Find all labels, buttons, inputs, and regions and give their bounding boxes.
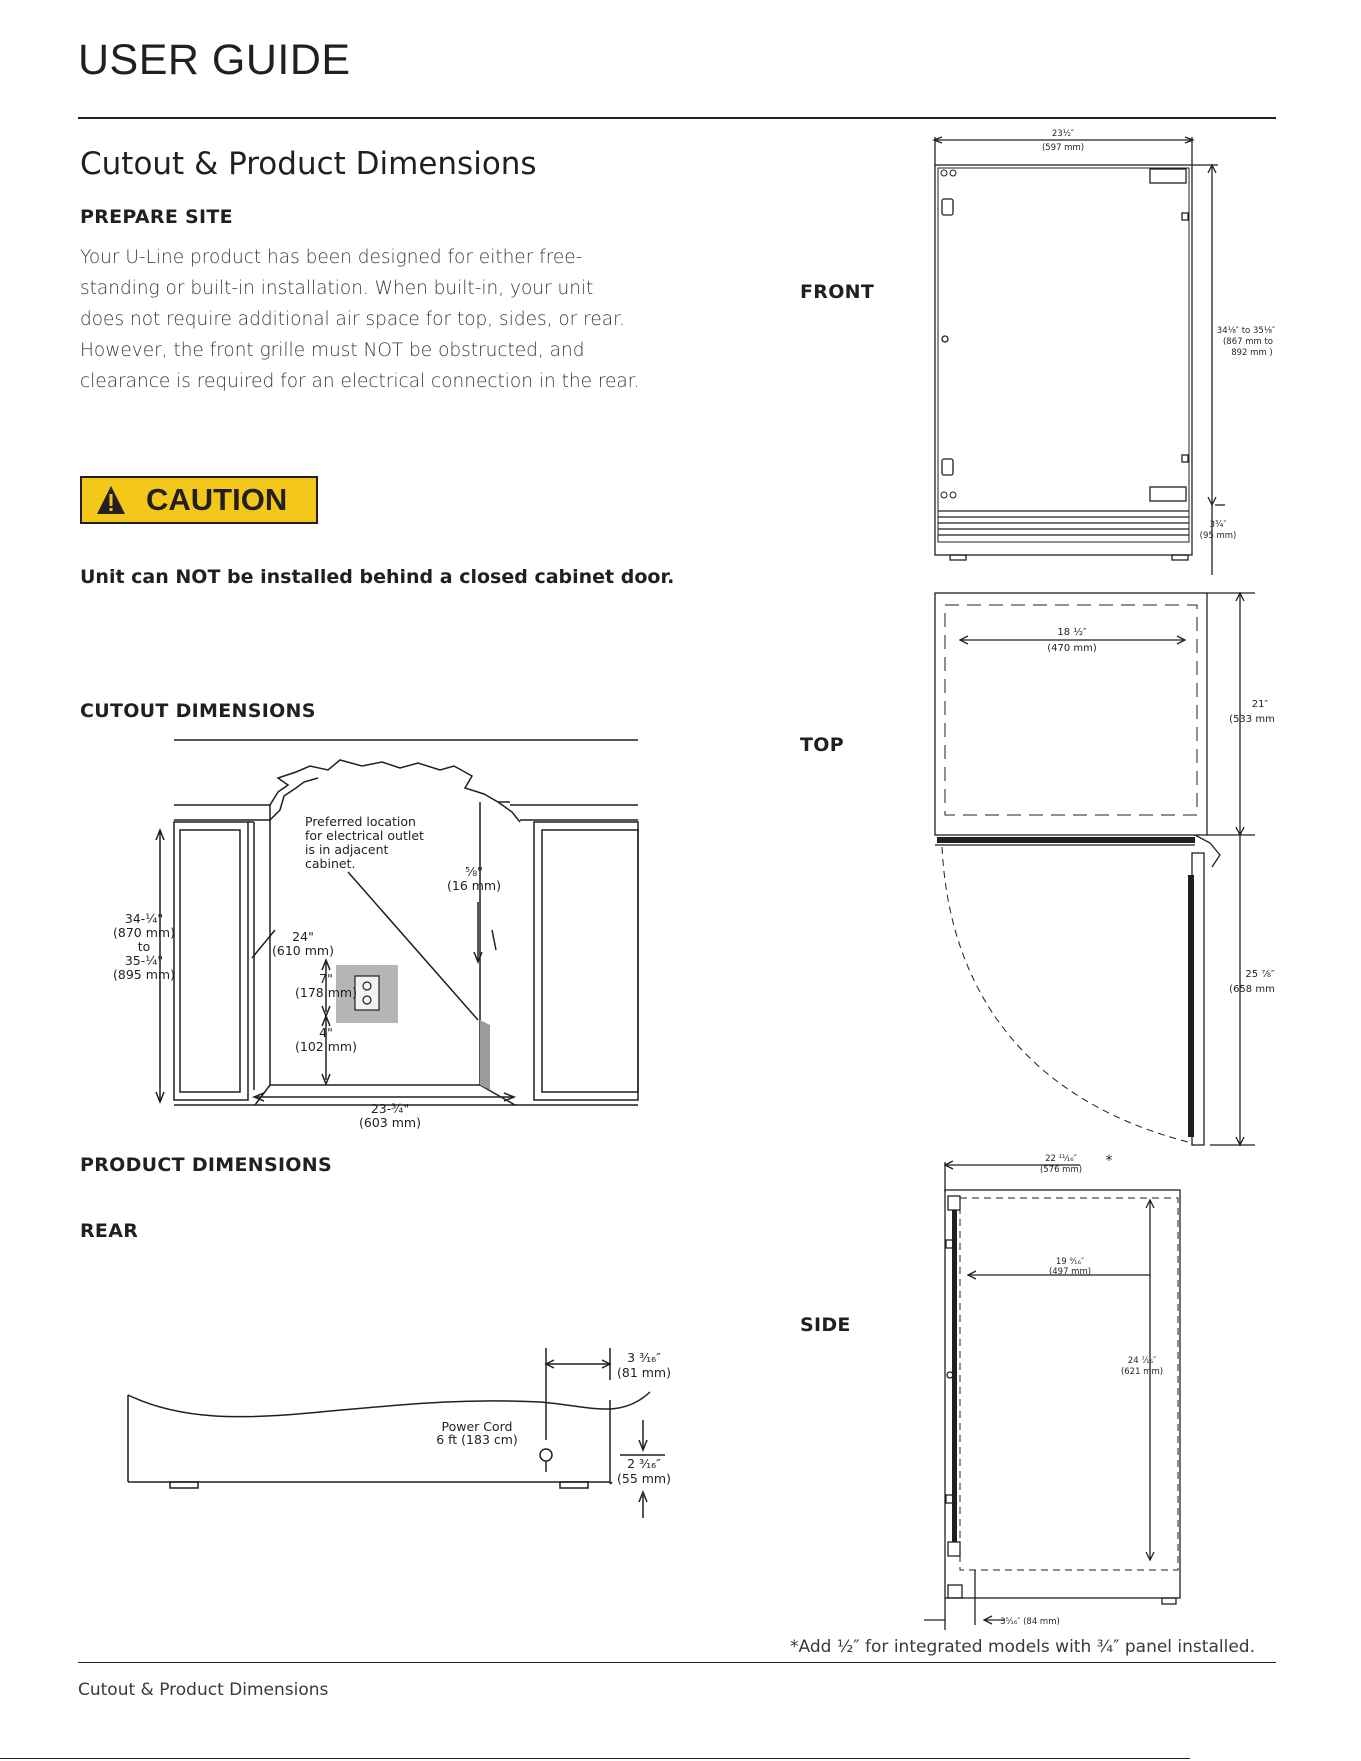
- side-view-label: SIDE: [800, 1314, 851, 1336]
- top-inner-width-1: 18 ½″: [1057, 627, 1087, 638]
- cutout-height-3: to: [137, 939, 151, 954]
- rear-view-diagram: [120, 1340, 680, 1520]
- cutout-height-4: 35-¼": [124, 953, 164, 968]
- rear-cord-1: Power Cord: [441, 1419, 513, 1434]
- product-dimensions-heading: PRODUCT DIMENSIONS: [80, 1154, 332, 1176]
- top-inner-width-2: (470 mm): [1047, 643, 1097, 654]
- top-depth-1: 21″: [1251, 699, 1269, 710]
- top-door-swing-2: (658 mm: [1229, 984, 1275, 995]
- top-depth-2: (533 mm: [1229, 714, 1275, 725]
- front-view-diagram: [920, 125, 1280, 580]
- side-inner-depth-2: (497 mm): [1048, 1267, 1092, 1277]
- side-inner-depth-1: 19 ⁹⁄₁₆″: [1055, 1257, 1085, 1267]
- front-width-1: 23½″: [1051, 129, 1075, 139]
- cutout-depth-2: (610 mm): [272, 943, 334, 958]
- rear-cord-height-2: (55 mm): [617, 1471, 671, 1486]
- cutout-depth-1: 24": [292, 929, 314, 944]
- section-title: Cutout & Product Dimensions: [80, 146, 537, 182]
- side-depth-1: 22 ¹¹⁄₁₆″: [1045, 1154, 1077, 1164]
- top-view-label: TOP: [800, 734, 844, 756]
- side-asterisk: *: [1105, 1153, 1113, 1169]
- front-width-2: (597 mm): [1041, 143, 1085, 153]
- rear-cord-2: 6 ft (183 cm): [436, 1432, 518, 1447]
- cutout-outlet-note-1: Preferred location: [305, 814, 416, 829]
- cutout-dimensions-heading: CUTOUT DIMENSIONS: [80, 700, 316, 722]
- cutout-height-2: (870 mm): [113, 925, 175, 940]
- cutout-outlet-base-1: 4": [319, 1025, 333, 1040]
- front-base-2: (95 mm): [1199, 531, 1237, 541]
- cutout-outlet-note-3: is in adjacent: [305, 842, 389, 857]
- top-view-diagram: [920, 585, 1280, 1150]
- cutout-side-gap-1: ⅝": [465, 864, 483, 879]
- cutout-width-1: 23-¾": [370, 1101, 410, 1116]
- rear-cord-offset-2: (81 mm): [617, 1365, 671, 1380]
- warning-triangle-icon: [94, 480, 138, 520]
- footer-text: Cutout & Product Dimensions: [78, 1680, 329, 1700]
- side-toe: 3⁵⁄₁₆″ (84 mm): [1000, 1617, 1060, 1627]
- header-rule: [78, 117, 1276, 119]
- cutout-side-gap-2: (16 mm): [447, 878, 501, 893]
- integrated-note: *Add ½″ for integrated models with ¾″ panel installed.: [790, 1637, 1255, 1657]
- front-height-2: (867 mm to: [1222, 337, 1274, 347]
- caution-label: CAUTION: [146, 482, 288, 517]
- side-depth-2: (576 mm): [1039, 1165, 1083, 1175]
- cutout-outlet-height-2: (178 mm): [295, 985, 357, 1000]
- side-inner-height-1: 24 ⁷⁄₁₆″: [1127, 1356, 1157, 1366]
- footer-rule: [78, 1662, 1276, 1663]
- front-view-label: FRONT: [800, 281, 875, 303]
- caution-warning-text: Unit can NOT be installed behind a closed cabinet door.: [80, 566, 675, 588]
- cutout-outlet-note-2: for electrical outlet: [305, 828, 424, 843]
- prepare-site-heading: PREPARE SITE: [80, 206, 233, 228]
- cutout-height-5: (895 mm): [113, 967, 175, 982]
- front-height-3: 892 mm ): [1231, 348, 1273, 358]
- cutout-diagram: [100, 730, 640, 1140]
- top-door-swing-1: 25 ⅞″: [1245, 969, 1275, 980]
- cutout-outlet-base-2: (102 mm): [295, 1039, 357, 1054]
- front-base-1: 3¾″: [1209, 520, 1227, 530]
- front-height-1: 34⅛″ to 35⅛″: [1216, 326, 1276, 336]
- cutout-outlet-note-4: cabinet.: [305, 856, 356, 871]
- rear-cord-height-1: 2 ³⁄₁₆″: [627, 1456, 661, 1471]
- rear-view-label: REAR: [80, 1220, 139, 1242]
- rear-cord-offset-1: 3 ³⁄₁₆″: [627, 1350, 661, 1365]
- page-header-title: USER GUIDE: [78, 36, 351, 84]
- side-inner-height-2: (621 mm): [1120, 1367, 1164, 1377]
- bottom-edge-rule: [0, 1758, 1190, 1759]
- cutout-outlet-height-1: 7": [319, 971, 333, 986]
- cutout-width-2: (603 mm): [359, 1115, 421, 1130]
- prepare-site-text: Your U-Line product has been designed for either free-standing or built-in installation. When built-in, your unit does not require additional air space for top, sides, or rear. However, the front grille must NOT be obstructed, and clearance is required for an electrical connection in the rear.: [80, 247, 640, 392]
- cutout-height-1: 34-¼": [124, 911, 164, 926]
- caution-badge: [80, 476, 318, 524]
- side-view-diagram: [910, 1150, 1210, 1635]
